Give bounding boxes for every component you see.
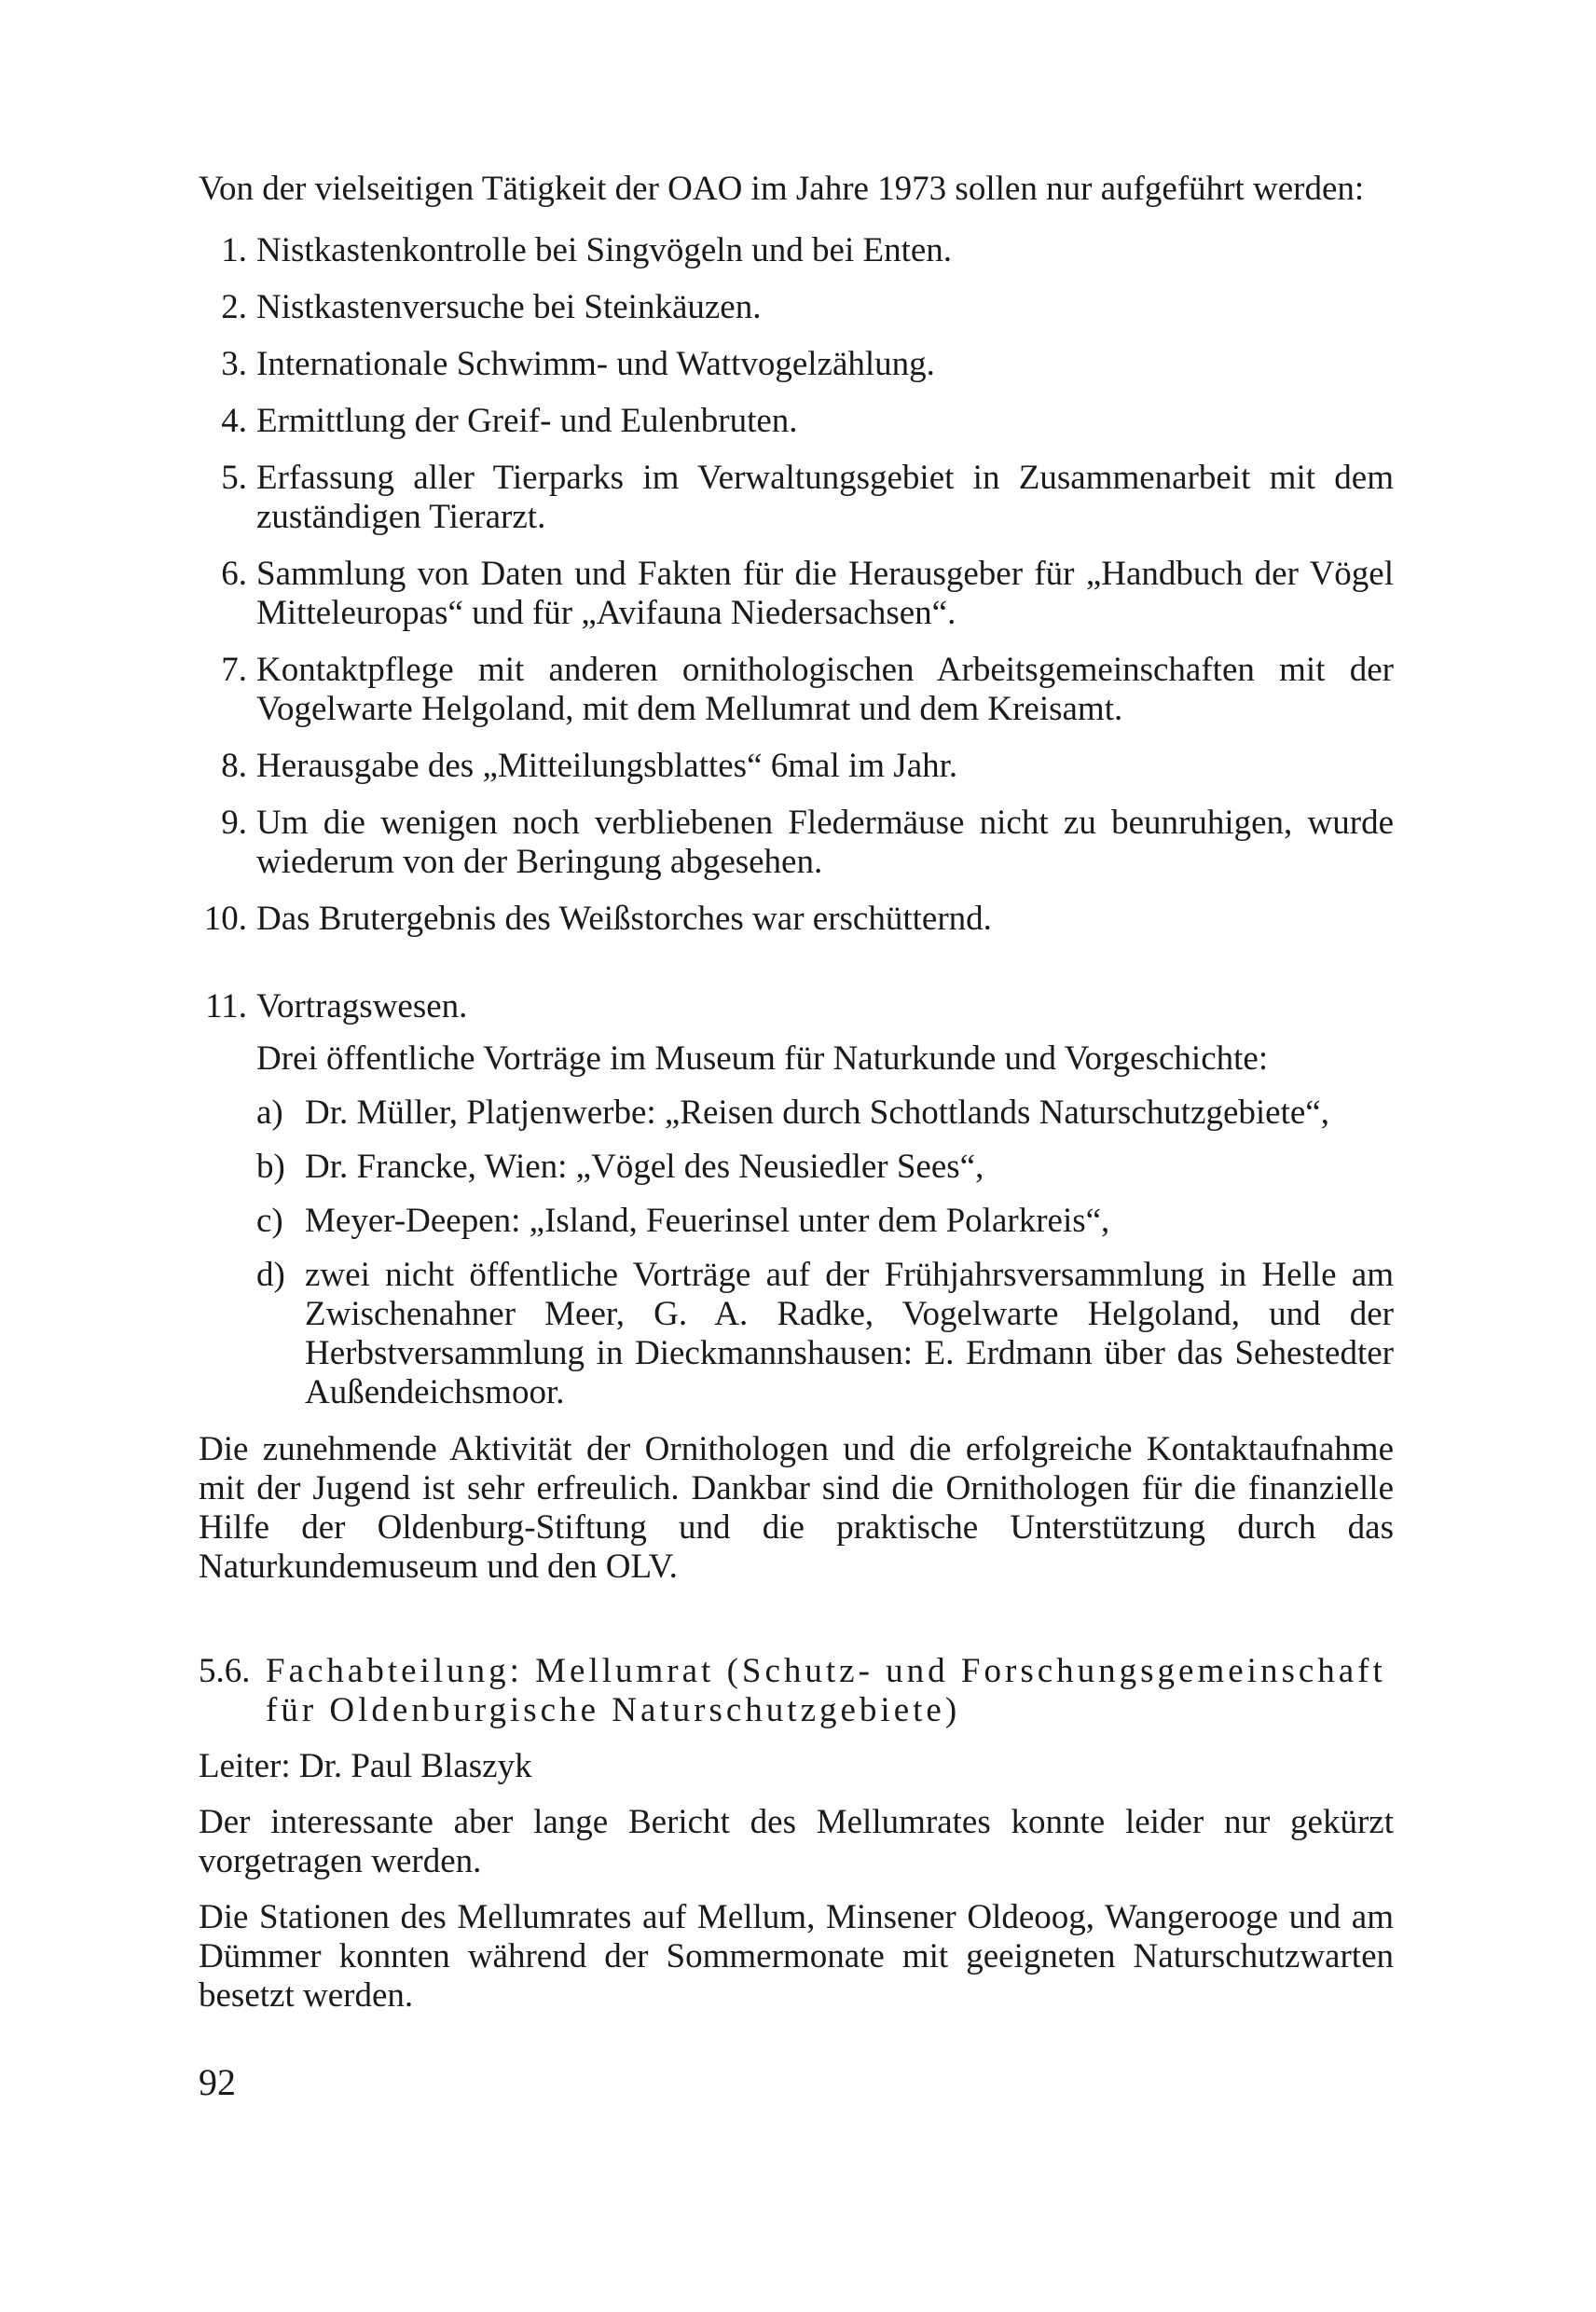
section-paragraph: Die Stationen des Mellumrates auf Mellum, Minsener Oldeoog, Wangerooge und am Dümmer konnten während der Sommermonate mit geeigneten Naturschutzwarten besetzt werden. — [199, 1898, 1394, 2015]
list-item-lectures — [199, 987, 1394, 1412]
section-number: 5.6. — [199, 1652, 251, 1690]
lecture-item — [256, 1148, 1394, 1187]
list-item-text: Sammlung von Daten und Fakten für die Herausgeber für „Handbuch der Vögel Mitteleuropas“ und für „Avifauna Niedersachsen“. — [256, 555, 1394, 632]
activity-list — [199, 231, 1394, 1412]
lectures-intro: Drei öffentliche Vorträge im Museum für Naturkunde und Vorgeschichte: — [256, 1039, 1269, 1078]
list-item-number: 2. — [221, 288, 247, 326]
section-paragraph: Der interessante aber lange Bericht des Mellumrates konnte leider nur gekürzt vorgetragen werden. — [199, 1803, 1394, 1880]
lecture-item — [256, 1202, 1394, 1241]
section-heading — [199, 1652, 1394, 1730]
list-item-number: 9. — [221, 804, 247, 842]
list-item — [199, 900, 1394, 939]
list-item-number: 3. — [221, 345, 247, 383]
intro-paragraph: Von der vielseitigen Tätigkeit der OAO im Jahre 1973 sollen nur aufgeführt werden: — [199, 170, 1365, 208]
list-item-text: Nistkastenkontrolle bei Singvögeln und bei Enten. — [256, 231, 953, 269]
list-item-text: Kontaktpflege mit anderen ornithologischen Arbeitsgemeinschaften mit der Vogelwarte Helgoland, mit dem Mellumrat und dem Kreisamt. — [256, 651, 1394, 728]
lecture-letter: a) — [256, 1094, 283, 1132]
list-item — [199, 555, 1394, 633]
list-item — [199, 231, 1394, 270]
list-item-number: 5. — [221, 459, 247, 497]
lecture-letter: c) — [256, 1202, 283, 1240]
lecture-item — [256, 1094, 1394, 1133]
list-item-number: 10. — [203, 900, 247, 938]
list-item-text: Internationale Schwimm- und Wattvogelzählung. — [256, 345, 935, 383]
lecture-item — [256, 1256, 1394, 1412]
list-item — [199, 651, 1394, 729]
list-item-text: Herausgabe des „Mitteilungsblattes“ 6mal im Jahr. — [256, 747, 958, 785]
list-item — [199, 402, 1394, 441]
list-item-text: Das Brutergebnis des Weißstorches war erschütternd. — [256, 900, 992, 938]
list-item — [199, 288, 1394, 327]
list-item-text: Vortragswesen. — [256, 987, 468, 1025]
lecture-letter: b) — [256, 1148, 285, 1186]
lecture-letter: d) — [256, 1256, 285, 1294]
list-item — [199, 345, 1394, 384]
lecture-text: zwei nicht öffentliche Vorträge auf der Frühjahrsversammlung in Helle am Zwischenahner Meer, G. A. Radke, Vogelwarte Helgoland, und der Herbstversammlung in Dieckmannshausen: E. Erdmann über das Sehestedter Außendeichsmoor. — [305, 1256, 1394, 1411]
list-item-text: Nistkastenversuche bei Steinkäuzen. — [256, 288, 762, 326]
lectures-list — [256, 1094, 1394, 1412]
list-item-number: 7. — [221, 651, 247, 689]
page-body — [199, 170, 1394, 2032]
list-item-text: Erfassung aller Tierparks im Verwaltungsgebiet in Zusammenarbeit mit dem zuständigen Tierarzt. — [256, 459, 1394, 536]
list-item-number: 4. — [221, 402, 247, 440]
list-item-text: Um die wenigen noch verbliebenen Fledermäuse nicht zu beunruhigen, wurde wiederum von der Beringung abgesehen. — [256, 804, 1394, 881]
list-item-number: 8. — [221, 747, 247, 785]
lecture-text: Meyer-Deepen: „Island, Feuerinsel unter dem Polarkreis“, — [305, 1202, 1110, 1240]
list-item-number: 11. — [205, 987, 247, 1025]
lecture-text: Dr. Müller, Platjenwerbe: „Reisen durch Schottlands Naturschutzgebiete“, — [305, 1094, 1329, 1132]
list-item — [199, 747, 1394, 786]
section-title: Fachabteilung: Mellumrat (Schutz- und Forschungsgemeinschaft für Oldenburgische Naturschutzgebiete) — [266, 1652, 1386, 1729]
list-item — [199, 804, 1394, 882]
list-item-number: 6. — [221, 555, 247, 593]
page-number: 92 — [199, 2061, 236, 2103]
list-item-number: 1. — [221, 231, 247, 269]
lecture-text: Dr. Francke, Wien: „Vögel des Neusiedler Sees“, — [305, 1148, 984, 1186]
closing-paragraph: Die zunehmende Aktivität der Ornithologen und die erfolgreiche Kontaktaufnahme mit der Jugend ist sehr erfreulich. Dankbar sind die Ornithologen für die finanzielle Hilfe der Oldenburg-Stiftung und die praktische Unterstützung durch das Naturkundemuseum und den OLV. — [199, 1430, 1394, 1586]
list-item — [199, 459, 1394, 537]
section-leader: Leiter: Dr. Paul Blaszyk — [199, 1747, 532, 1785]
list-item-text: Ermittlung der Greif- und Eulenbruten. — [256, 402, 798, 440]
